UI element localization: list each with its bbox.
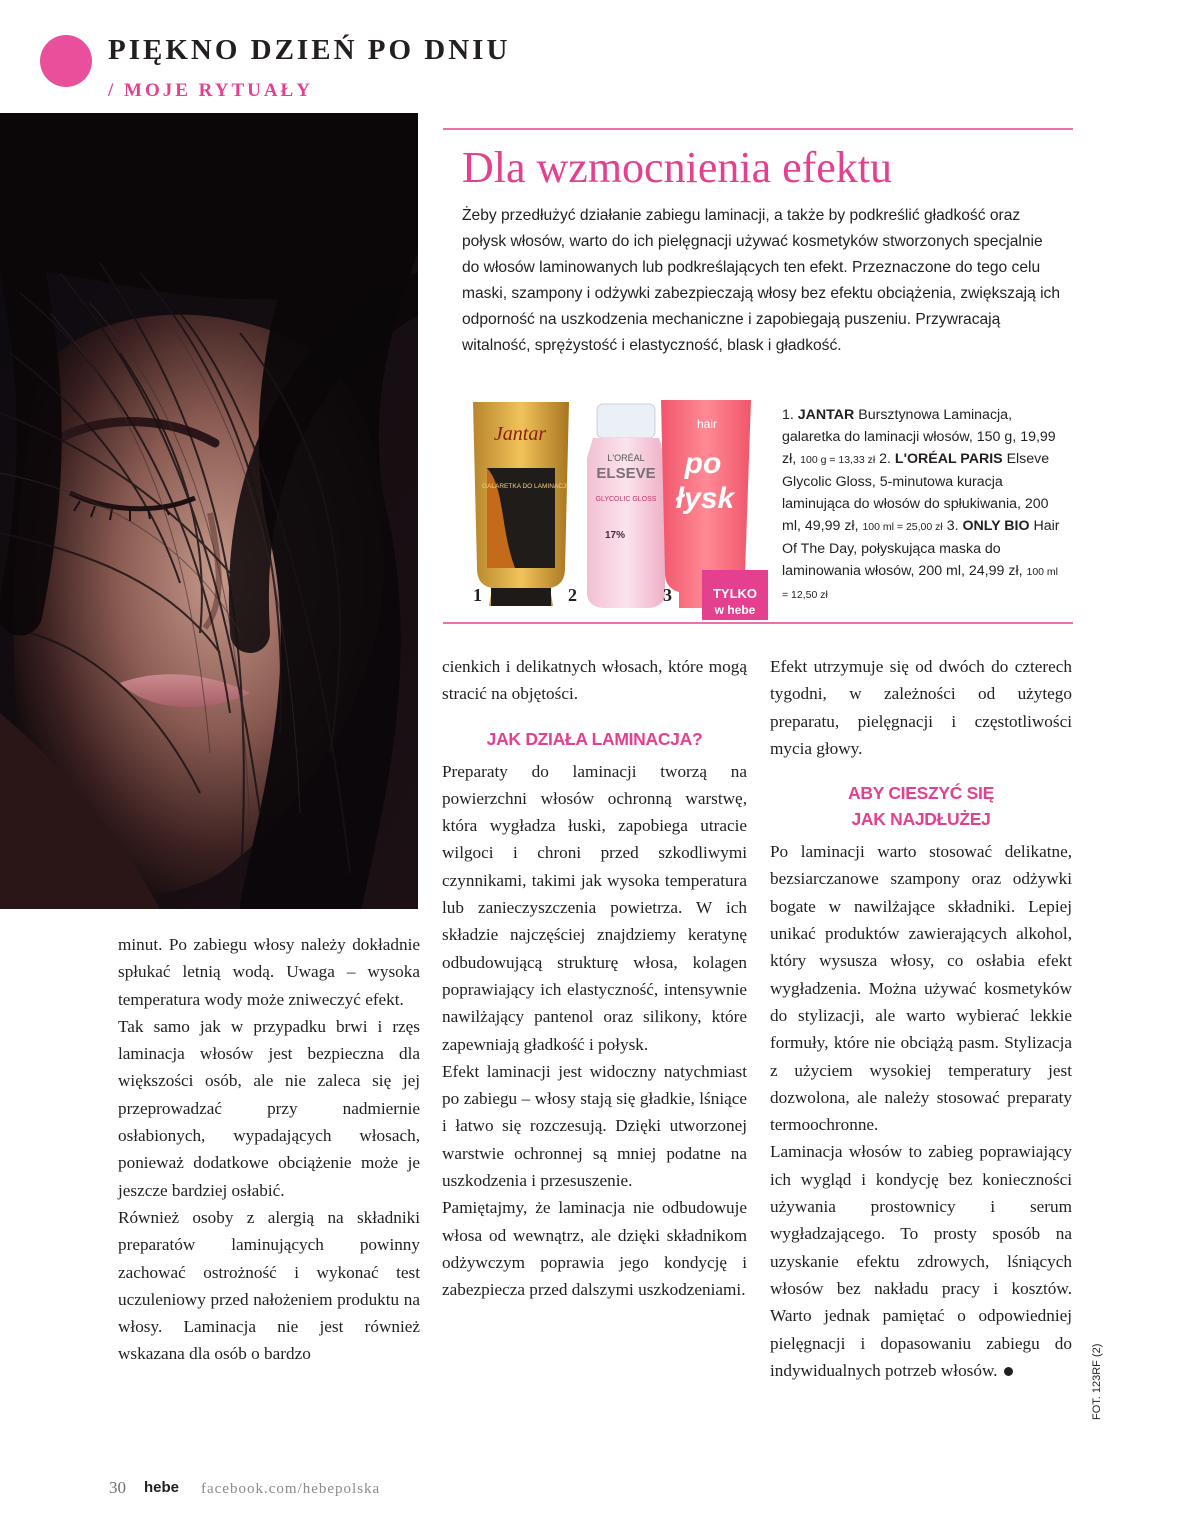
woman-hair-photo [0,113,418,909]
product-3-label-1: po [684,447,722,480]
section-dot-icon [40,35,92,87]
product-2-brand-top: L'ORÉAL [607,453,645,463]
product-1-desc: Bursztynowa Laminacja, galaretka do laminacji włosów, 150 g, [782,407,1017,445]
product-1-price: 19,99 zł, [782,429,1056,467]
subheading-enjoy-longest [770,780,1072,832]
badge-line-2: w hebe [714,603,756,617]
product-3-num: 3. [946,518,959,534]
col2-paragraph-3: Efekt laminacji jest widoczny natychmiast po zabiegu – włosy stają się gładkie, lśniące i łatwo się rozczesują. Dzięki utworzonej warstwie ochronnej są mniej podatne na uszkodzenia i przesuszenie. [442,1061,747,1191]
col3-paragraph-3-text: Laminacja włosów to zabieg poprawiający ich wygląd i kondycję bez konieczności używania prostownicy i serum wygładzającego. To prosty sposób na uzyskanie efektu zdrowych, lśniących włosów bez nakładu pracy i kosztów. Warto jednak pamiętać o odpowiedniej pielęgnacji i dopasowaniu zabiegu do indywidualnych potrzeb włosów. [770,1142,1072,1380]
product-3-label-2: łysk [675,482,735,515]
col1-paragraph-2: Tak samo jak w przypadku brwi i rzęs laminacja włosów jest bezpieczna dla większości osób, ale nie zaleca się jej przeprowadzać przy nadmiernie osłabionych, wypadających włosach, ponieważ dodatkowe obciążenie może je jeszcze bardziej osłabić. [118,1016,420,1200]
col3-paragraph-1: Efekt utrzymuje się od dwóch do czterech tygodni, w zależności od użytego preparatu, pielęgnacji i częstotliwości mycia głowy. [770,657,1072,758]
col2-paragraph-4: Pamiętajmy, że laminacja nie odbudowuje włosa od wewnątrz, ale dzięki składnikom odżywczym poprawia jego kondycję i zabezpiecza przed dalszymi uszkodzeniami. [442,1198,747,1300]
products-image [465,398,775,620]
box-title: Dla wzmocnienia efektu [462,143,893,192]
subheading-line-2: JAK NAJDŁUŻEJ [851,809,991,830]
product-3-desc: Hair Of The Day, połyskująca maska do laminowania włosów, 200 ml, [782,518,1060,579]
col2-paragraph-2: Preparaty do laminacji tworzą na powierzchni włosów ochronną warstwę, która wygładza łuski, zapobiega utracie wilgoci i chroni przed szkodliwymi czynnikami, takimi jak wysoka temperatura lub zanieczyszczenia powietrza. W ich składzie najczęściej znajdziemy keratynę odbudowującą strukturę włosa, kolagen poprawiający ich elastyczność, intensywnie nawilżający pantenol oraz silikony, które zapewniają gładkość i połysk. [442,761,747,1054]
product-1-num: 1. [782,407,794,423]
hair-photo-illustration-icon [0,113,418,909]
product-2-loreal [587,404,665,608]
product-2-price: 49,99 zł, [804,518,859,534]
col2-paragraph-1: cienkich i delikatnych włosach, które mogą stracić na objętości. [442,657,747,704]
product-3-price: 24,99 zł, [968,563,1023,579]
product-2-label: GLYCOLIC GLOSS [595,496,657,503]
product-2-desc: Elseve Glycolic Gloss, 5-minutowa kuracja laminująca do włosów do spłukiwania, 200 ml, [782,451,1050,534]
product-2-unit-price: 100 ml = 25,00 zł [862,521,943,533]
end-bullet-icon [1004,1367,1013,1376]
section-subtitle: / MOJE RYTUAŁY [108,80,313,101]
box-intro-text: Żeby przedłużyć działanie zabiegu laminacji, a także by podkreślić gładkość oraz połysk włosów, warto do ich pielęgnacji używać kosmetyków stworzonych specjalnie do włosów laminowanych lub podkreślających ten efekt. Przeznaczone do tego celu maski, szampony i odżywki zabezpieczają włosy bez efektu obciążenia, zwiększają ich odporność na uszkodzenia mechaniczne i zapobiegają puszeniu. Przywracają witalność, sprężystość i elastyczność, blask i gładkość. [462,207,1061,354]
product-3-brand: hair [696,417,718,431]
article-column-2 [442,653,747,1304]
section-title: PIĘKNO DZIEŃ PO DNIU [108,34,511,66]
col3-paragraph-2: Po laminacji warto stosować delikatne, bezsiarczanowe szampony oraz odżywki bogate w nawilżające składniki. Lepiej unikać produktów zawierających alkohol, który wysusza włosy, co osłabia efekt wygładzenia. Można używać kosmetyków do stylizacji, ale warto wybierać lekkie formuły, które nie obciążą pasm. Stylizacja z użyciem wysokiej temperatury jest dozwolona, ale należy stosować preparaty termoochronne. [770,842,1072,1135]
subheading-line-1: ABY CIESZYĆ SIĘ [848,783,994,804]
product-1-brand: Jantar [493,423,547,445]
photo-credit: FOT. 123RF (2) [1091,1343,1103,1420]
product-2-brand-name: L'ORÉAL PARIS [894,451,1003,467]
page-number: 30 [109,1478,126,1497]
article-column-1 [118,931,420,1368]
product-1-jantar [473,402,569,606]
top-divider [443,128,1073,130]
col3-paragraph-3 [770,1138,1072,1384]
article-column-3 [770,653,1072,1384]
subheading-how-lamination-works: JAK DZIAŁA LAMINACJA? [486,728,703,749]
product-2-brand: ELSEVE [596,465,656,482]
col1-paragraph-1: minut. Po zabiegu włosy należy dokładnie spłukać letnią wodą. Uwaga – wysoka temperatura wody może zniweczyć efekt. [118,935,420,1009]
bottom-divider [443,622,1073,624]
badge-line-1: TYLKO [712,586,758,601]
product-number-3: 3 [663,585,672,605]
product-number-1: 1 [473,585,482,605]
product-3-brand-name: ONLY BIO [962,518,1030,534]
product-descriptions [782,404,1067,606]
col1-paragraph-3: Również osoby z alergią na składniki preparatów laminujących powinny zachować ostrożność i wykonać test uczuleniowy przed nałożeniem produktu na włosy. Laminacja nie jest również wskazana dla osób o bardzo [118,1207,420,1364]
products-illustration [465,398,775,620]
product-1-unit-price: 100 g = 13,33 zł [800,454,876,466]
product-3-unit-price: 100 ml = 12,50 zł [782,566,1059,601]
product-number-2: 2 [568,585,577,605]
footer-brand-logo: hebe [144,1479,180,1496]
product-1-brand-name: JANTAR [797,407,855,423]
product-2-percent: 17% [605,530,626,541]
product-2-num: 2. [879,451,891,467]
product-1-label: GALARETKA DO LAMINACJI [482,483,568,490]
footer-facebook-link[interactable]: facebook.com/hebepolska [201,1481,381,1497]
tylko-w-hebe-badge [702,570,768,620]
